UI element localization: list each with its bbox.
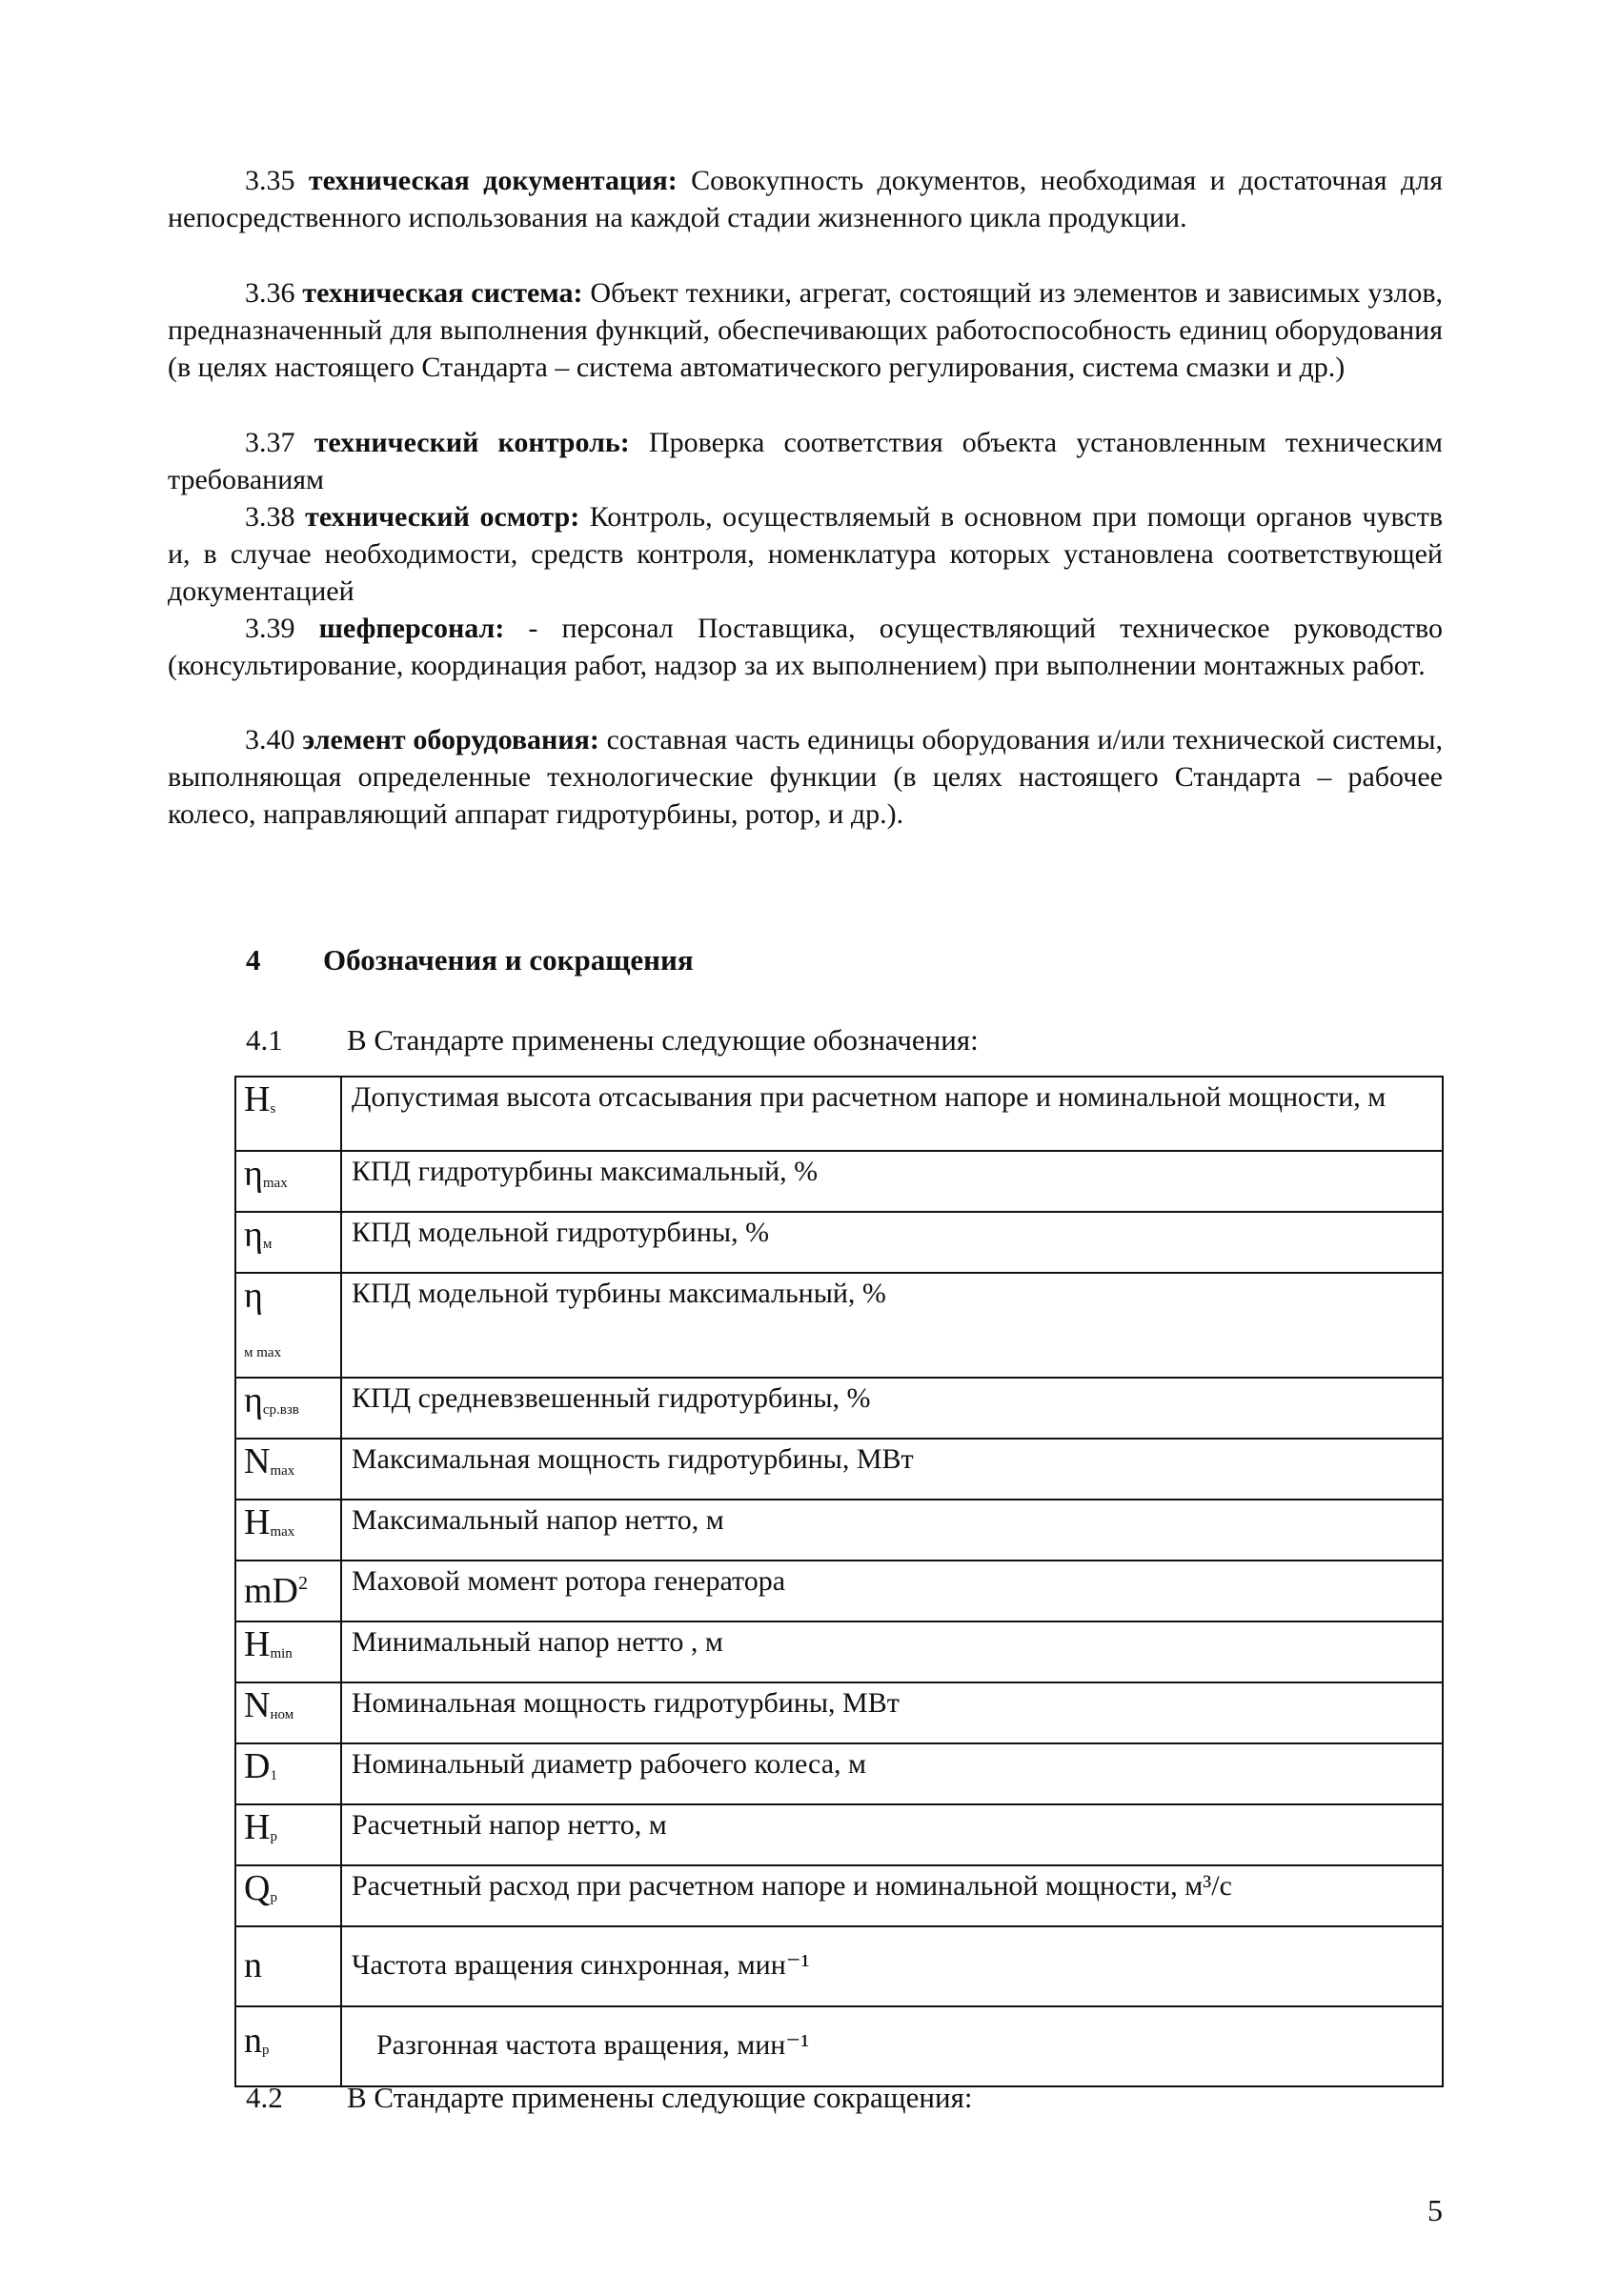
description-cell: КПД модельной гидротурбины, % [341, 1212, 1443, 1273]
description-cell: Максимальная мощность гидротурбины, МВт [341, 1439, 1443, 1500]
subsection-text: В Стандарте применены следующие обозначения: [347, 1023, 979, 1057]
description-cell: Разгонная частота вращения, мин⁻¹ [341, 2006, 1443, 2086]
symbol-cell: $N_{ном}$ [235, 1682, 341, 1743]
description-cell: Номинальный диаметр рабочего колеса, м [341, 1743, 1443, 1804]
table-row [235, 1865, 1443, 1926]
table-row [235, 1212, 1443, 1273]
subsection-number: 4.2 [246, 2081, 283, 2114]
table-row [235, 1743, 1443, 1804]
term-definition: - персонал Поставщика, осуществляющий техническое руководство (консультирование, координация работ, надзор за их выполнением) при выполнении монтажных работ. [168, 613, 1443, 681]
description-cell: Маховой момент ротора генератора [341, 1561, 1443, 1621]
description-cell: Расчетный напор нетто, м [341, 1804, 1443, 1865]
term-3-40 [168, 721, 1443, 833]
table-row [235, 1378, 1443, 1439]
term-number: 3.35 [245, 165, 295, 196]
symbol-cell: $D_1$ [235, 1743, 341, 1804]
term-name: техническая документация: [308, 165, 678, 196]
subsection-number: 4.1 [246, 1023, 283, 1057]
table-row [235, 1682, 1443, 1743]
table-row [235, 1439, 1443, 1500]
term-3-39 [168, 610, 1443, 684]
term-definition: Объект техники, агрегат, состоящий из элементов и зависимых узлов, предназначенный для выполнения функций, обеспечивающих работоспособность единиц оборудования (в целях настоящего Стандарта – система автоматического регулирования, система смазки и др.) [168, 277, 1444, 383]
description-cell: Частота вращения синхронная, мин⁻¹ [341, 1926, 1443, 2006]
term-definition: Проверка соответствия объекта установленным техническим требованиям [168, 427, 1444, 495]
description-cell: КПД гидротурбины максимальный, % [341, 1151, 1443, 1212]
description-cell: Расчетный расход при расчетном напоре и номинальной мощности, м³/с [341, 1865, 1443, 1926]
section-title: Обозначения и сокращения [323, 943, 694, 977]
section-number: 4 [246, 943, 261, 977]
term-number: 3.40 [245, 724, 295, 755]
table-row [235, 1151, 1443, 1212]
symbol-cell: $\eta_м$ [235, 1212, 341, 1273]
symbol-cell: $H_{max}$ [235, 1500, 341, 1561]
term-3-36 [168, 274, 1443, 386]
term-number: 3.37 [245, 427, 295, 458]
term-name: технический осмотр: [305, 501, 580, 533]
table-row [235, 1621, 1443, 1682]
term-definition: составная часть единицы оборудования и/или технической системы, выполняющая определенные технологические функции (в целях настоящего Стандарта – рабочее колесо, направляющий аппарат гидротурбины, ротор, и др.). [168, 724, 1444, 830]
table-row [235, 1926, 1443, 2006]
table-row [235, 1273, 1443, 1378]
description-cell: КПД модельной турбины максимальный, % [341, 1273, 1443, 1378]
symbol-cell: $\eta_{max}$ [235, 1151, 341, 1212]
symbol-cell: $N_{max}$ [235, 1439, 341, 1500]
description-cell: Номинальная мощность гидротурбины, МВт [341, 1682, 1443, 1743]
term-3-37 [168, 424, 1443, 498]
symbol-cell: n [235, 1926, 341, 2006]
table-row [235, 1500, 1443, 1561]
symbol-cell: $H_р$ [235, 1804, 341, 1865]
term-name: техническая система: [302, 277, 583, 309]
term-number: 3.38 [245, 501, 295, 533]
term-number: 3.39 [245, 613, 295, 644]
table-row [235, 1804, 1443, 1865]
description-cell: Допустимая высота отсасывания при расчетном напоре и номинальной мощности, м [341, 1077, 1443, 1151]
term-name: элемент оборудования: [302, 724, 599, 755]
term-3-38 [168, 498, 1443, 610]
term-3-35 [168, 162, 1443, 236]
term-number: 3.36 [245, 277, 295, 309]
description-cell: Минимальный напор нетто , м [341, 1621, 1443, 1682]
table-row [235, 2006, 1443, 2086]
term-name: шефперсонал: [318, 613, 505, 644]
symbol-cell: $\eta_{ср.взв}$ [235, 1378, 341, 1439]
description-cell: Максимальный напор нетто, м [341, 1500, 1443, 1561]
table-row [235, 1077, 1443, 1151]
symbol-cell: $H_s$ [235, 1077, 341, 1151]
symbol-cell: $H_{min}$ [235, 1621, 341, 1682]
page-number: 5 [1427, 2193, 1443, 2227]
symbol-cell: $mD^2$ [235, 1561, 341, 1621]
term-definition: Совокупность документов, необходимая и достаточная для непосредственного использования на каждой стадии жизненного цикла продукции. [168, 165, 1443, 233]
symbol-cell: η м max [235, 1273, 341, 1378]
term-definition: Контроль, осуществляемый в основном при помощи органов чувств и, в случае необходимости, средств контроля, номенклатура которых установлена соответствующей документацией [168, 501, 1444, 607]
description-cell: КПД средневзвешенный гидротурбины, % [341, 1378, 1443, 1439]
symbol-cell: $Q_р$ [235, 1865, 341, 1926]
term-name: технический контроль: [314, 427, 630, 458]
symbols-table [234, 1076, 1444, 2087]
subsection-text: В Стандарте применены следующие сокращения: [347, 2081, 973, 2114]
symbol-cell: $n_р$ [235, 2006, 341, 2086]
table-row [235, 1561, 1443, 1621]
